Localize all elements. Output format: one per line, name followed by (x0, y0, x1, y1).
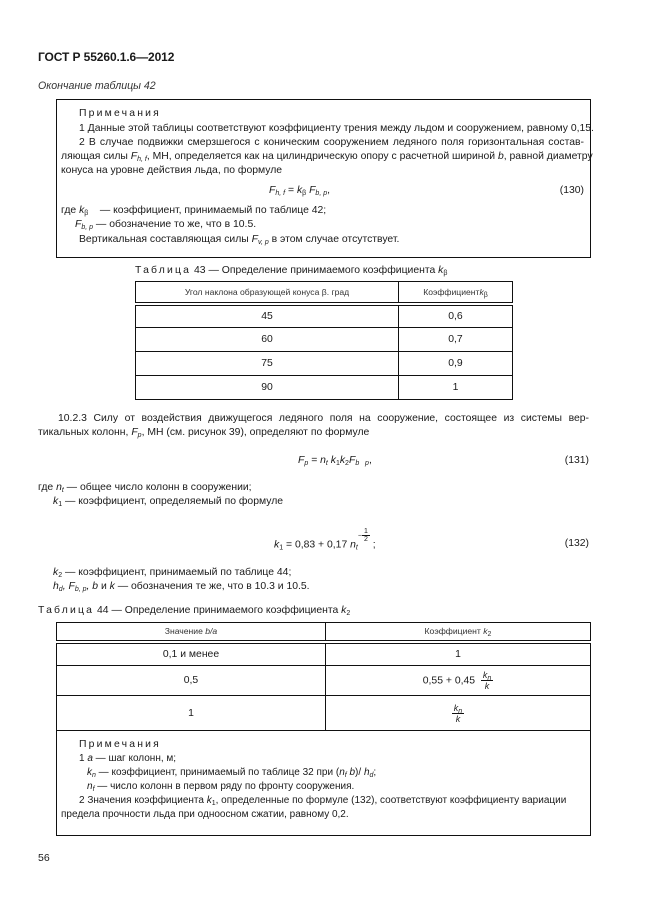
table-44-caption (38, 604, 350, 617)
var: b (497, 151, 504, 162)
var: F (269, 185, 276, 196)
table-44-header-row (57, 623, 591, 642)
tail: ; (369, 539, 376, 551)
text: Коэффициент (424, 626, 484, 637)
text: , определенные по формуле (132), соответствуют коэффициенту вариации (215, 795, 567, 806)
var: b (346, 767, 356, 778)
sub: n (92, 772, 96, 779)
text: и (98, 581, 110, 592)
text: — шаг колонн, м; (92, 753, 177, 764)
var: n (87, 781, 93, 792)
equation-number-132: (132) (564, 538, 589, 549)
text: , МН (см. рисунок 39), определяют по формуле (141, 427, 370, 438)
var: F (298, 455, 305, 466)
var: n (350, 539, 356, 551)
var: h (53, 581, 59, 592)
text: 2 Значения коэффициента (79, 795, 207, 806)
sub: h, f (137, 156, 147, 163)
numerator (452, 703, 464, 714)
header-ba (57, 623, 326, 642)
exp-fraction (362, 528, 370, 543)
sub: t (355, 544, 358, 552)
cell-coefficient: 0,7 (399, 328, 513, 352)
caption-prefix: Таблица (135, 265, 192, 276)
section-10-2-3-line-2 (38, 426, 369, 439)
var: b/a (205, 626, 218, 637)
equation-number-130: (130) (559, 185, 584, 196)
notes-box-table-42 (56, 99, 594, 258)
text: — коэффициент, принимаемый по таблице 32 при ( (95, 767, 340, 778)
var: k (274, 539, 280, 551)
sub: b, p (315, 190, 328, 197)
where-k1 (53, 495, 283, 508)
text: где (38, 482, 57, 493)
notes-title: Примечания (79, 108, 161, 119)
table-44 (56, 622, 591, 731)
sub: b, p (81, 224, 94, 231)
sub: 1 (279, 544, 284, 552)
var: k (482, 670, 488, 680)
fraction-kn-over-k (452, 703, 464, 724)
cell-ba: 0,5 (57, 666, 326, 696)
text: — коэффициент, принимаемый по таблице 42; (96, 205, 327, 216)
table-row (136, 376, 513, 400)
tail: , (327, 185, 330, 196)
sub: n (487, 675, 492, 682)
note-1-a (79, 752, 176, 765)
var: k (79, 205, 85, 216)
sub: 2 (58, 572, 63, 579)
var: k (206, 795, 212, 806)
note-2-line-1 (79, 794, 566, 807)
cell-coefficient: 0,6 (399, 304, 513, 328)
text: — общее число колонн в сооружении; (63, 482, 252, 493)
cell-ba: 0,1 и менее (57, 642, 326, 666)
where-k2 (53, 566, 291, 579)
sub: f (92, 786, 95, 793)
table-row (136, 328, 513, 352)
text: — коэффициент, определяемый по формуле (62, 496, 284, 507)
cell-ba: 1 (57, 696, 326, 731)
table-43-header-row (136, 282, 513, 304)
formula-130-expr (269, 184, 330, 197)
section-10-2-3-line-1: 10.2.3 Силу от воздействия движущегося ледяного поля на сооружение, состоящее из системы вер- (58, 413, 589, 424)
notes-title: Примечания (79, 739, 161, 750)
var: k (438, 265, 444, 276)
sub: p (137, 432, 142, 439)
text: ляющая силы (61, 151, 131, 162)
sub: b p (355, 460, 369, 467)
sub: f (344, 772, 347, 779)
where-nt (38, 481, 252, 494)
caption-prefix: Таблица (38, 605, 95, 616)
var: F (130, 151, 138, 162)
var: h (363, 767, 370, 778)
var: k (109, 581, 115, 592)
formula-131-expr (298, 454, 372, 467)
cell-coefficient: 1 (399, 376, 513, 400)
text: в этом случае отсутствует. (268, 234, 400, 245)
table-row (136, 304, 513, 328)
text: Значение (164, 626, 206, 637)
eq: = (285, 185, 297, 196)
text: , равной диаметру (503, 151, 593, 162)
caption-text: 44 — Определение принимаемого коэффициента (94, 605, 342, 616)
sub: d (369, 772, 374, 779)
text: Вертикальная составляющая силы (79, 234, 252, 245)
caption-text: 43 — Определение принимаемого коэффициента (191, 265, 439, 276)
header-k2 (326, 623, 591, 642)
equation-number-131: (131) (564, 455, 589, 466)
table-row (57, 666, 591, 696)
exponent (358, 528, 370, 543)
text: Коэффициент (423, 286, 480, 297)
var: k (453, 702, 459, 713)
var: = n (308, 455, 326, 466)
text: 1 (79, 753, 88, 764)
sub: β (302, 190, 307, 197)
sub: 2 (487, 631, 492, 639)
table-43 (135, 281, 513, 400)
sub: 1 (335, 460, 340, 467)
text: , МН, определяется как на цилиндрическую опору с расчетной шириной (146, 151, 498, 162)
sub: p (304, 460, 309, 467)
note-1-kn (87, 766, 376, 779)
formula-132-expr (274, 528, 376, 552)
where-k-beta (61, 204, 326, 217)
sub: 1 (211, 800, 216, 807)
sub: n (458, 707, 463, 715)
vertical-component-note (79, 233, 399, 246)
var: , b (86, 581, 99, 592)
cell-angle: 75 (136, 352, 399, 376)
sub: t (61, 487, 64, 494)
table-row (57, 696, 591, 731)
numerator (481, 670, 493, 681)
numerator: 1 (363, 528, 368, 535)
var: F (131, 427, 138, 438)
sub: β (84, 210, 89, 217)
denominator (481, 681, 493, 691)
var: F (348, 455, 356, 466)
note-1-nf (87, 780, 354, 793)
var: k (87, 767, 92, 778)
table-continuation-label: Окончание таблицы 42 (38, 80, 156, 92)
where-f-bp (75, 218, 256, 231)
table-row (57, 642, 591, 666)
var: k (296, 185, 303, 196)
var: k (341, 605, 347, 616)
header-coefficient (399, 282, 513, 304)
denominator: 2 (363, 536, 368, 543)
cell-k2: 1 (326, 642, 591, 666)
var: k (53, 496, 59, 507)
text: )/ (355, 767, 364, 778)
text: тикальных колонн, (38, 427, 132, 438)
var: k (327, 455, 336, 466)
page-number: 56 (38, 852, 50, 864)
cell-angle: 60 (136, 328, 399, 352)
sub: h, f (275, 190, 286, 197)
cell-coefficient: 0,9 (399, 352, 513, 376)
cell-k2 (326, 666, 591, 696)
var: k (484, 681, 490, 691)
notes-box-table-44 (56, 729, 591, 836)
sub: 1 (58, 501, 63, 508)
note-2-line-1: 2 В случае подвижки смерзшегося с коническим сооружением ледяного поля горизонтальная состав- (79, 137, 584, 148)
note-2-line-2 (61, 150, 593, 163)
where-rest (53, 580, 310, 593)
var: k (479, 286, 484, 297)
var: k (483, 626, 488, 637)
var: k (339, 455, 346, 466)
text: — число колонн в первом ряду по фронту сооружения. (94, 781, 355, 792)
var: n (56, 482, 62, 493)
note-2-line-3: конуса на уровне действия льда, по формуле (61, 165, 283, 176)
sub: 2 (345, 460, 349, 467)
sub: t (325, 460, 328, 467)
table-43-caption (135, 264, 447, 277)
tail: , (368, 455, 372, 466)
cell-angle: 90 (136, 376, 399, 400)
text: = 0,83 + 0,17 (283, 539, 351, 551)
sub: b, p (74, 586, 87, 593)
note-2-line-2: предела прочности льда при одноосном сжатии, равному 0,2. (61, 809, 349, 820)
var: , F (62, 581, 75, 592)
var: k (53, 567, 59, 578)
header-angle: Угол наклона образующей конуса β. град (136, 282, 399, 304)
text: — обозначения те же, что в 10.3 и 10.5. (114, 581, 310, 592)
cell-angle: 45 (136, 304, 399, 328)
text: где (61, 205, 80, 216)
sub: β (443, 270, 448, 277)
note-1: 1 Данные этой таблицы соответствуют коэффициенту трения между льдом и сооружением, равному 0,15. (79, 123, 594, 134)
var: F (309, 185, 316, 196)
text: 0,55 + 0,45 (422, 675, 476, 687)
var: n (339, 767, 345, 778)
sub: 2 (346, 610, 351, 617)
exp-sign: − (357, 532, 362, 540)
document-code: ГОСТ Р 55260.1.6—2012 (38, 50, 175, 64)
fraction-kn-over-k (481, 670, 493, 691)
sub: d (58, 586, 63, 593)
sub: v, p (257, 239, 269, 246)
text: ; (373, 767, 377, 778)
cell-k2 (326, 696, 591, 731)
sub: β (483, 291, 488, 299)
var: k (455, 713, 461, 724)
var: F (75, 219, 82, 230)
text: — обозначение то же, что в 10.5. (93, 219, 257, 230)
var: a (87, 753, 93, 764)
var: F (251, 234, 258, 245)
table-row (136, 352, 513, 376)
denominator (452, 714, 464, 724)
text: — коэффициент, принимаемый по таблице 44; (62, 567, 292, 578)
